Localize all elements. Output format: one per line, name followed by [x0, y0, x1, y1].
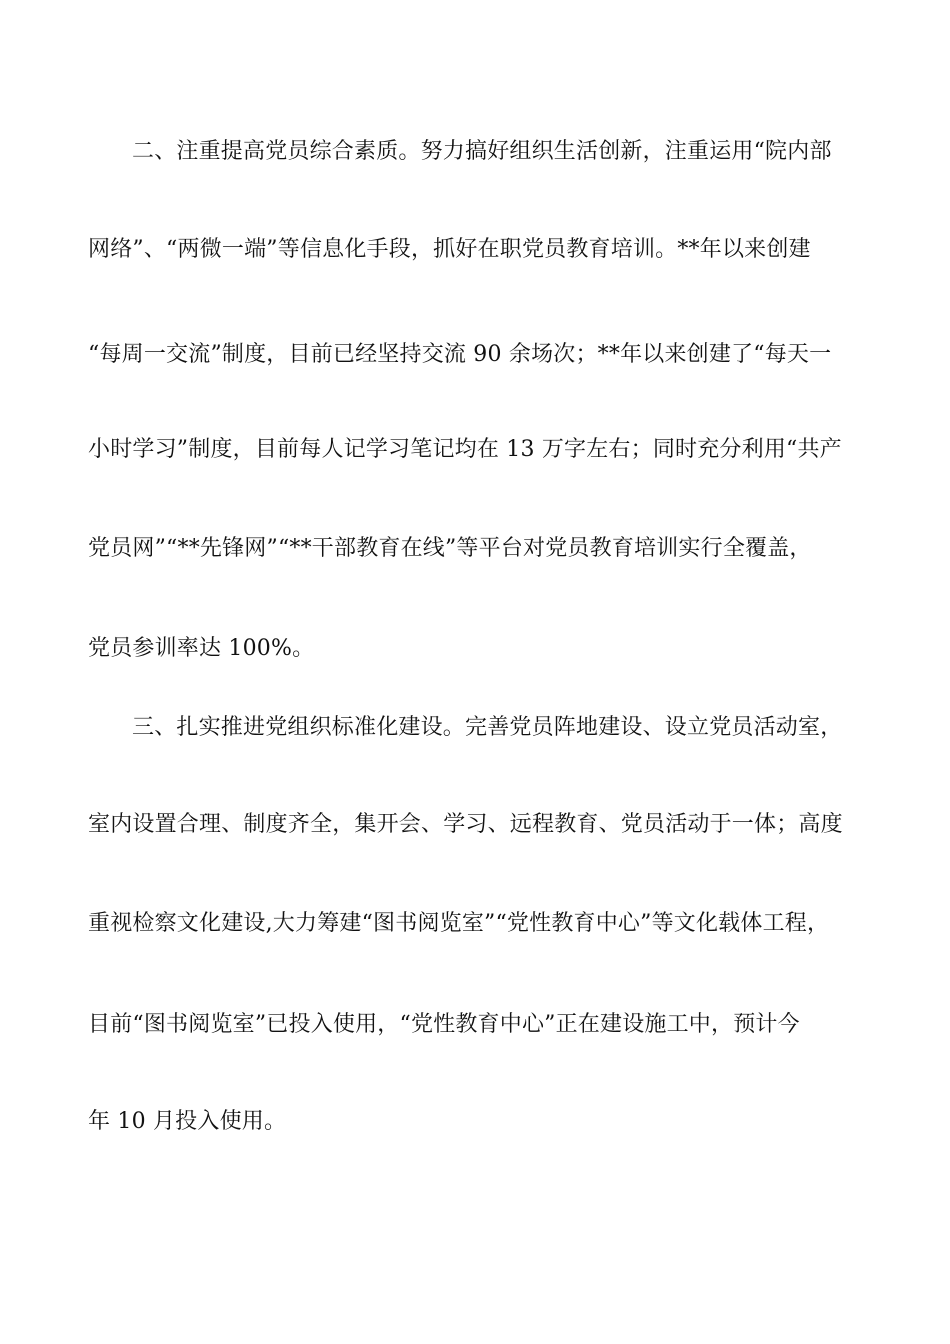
paragraph-2-line-6: 党员参训率达 100%。: [88, 636, 315, 661]
paragraph-3-line-4: 目前“图书阅览室”已投入使用，“党性教育中心”正在建设施工中，预计今: [88, 1012, 800, 1037]
paragraph-3-line-3: 重视检察文化建设,大力筹建“图书阅览室”“党性教育中心”等文化载体工程，: [88, 911, 830, 936]
paragraph-2-line-2: 网络”、“两微一端”等信息化手段，抓好在职党员教育培训。**年以来创建: [88, 237, 811, 262]
paragraph-2-line-1: 二、注重提高党员综合素质。努力搞好组织生活创新，注重运用“院内部: [132, 139, 832, 164]
paragraph-3-line-1: 三、扎实推进党组织标准化建设。完善党员阵地建设、设立党员活动室，: [132, 715, 843, 740]
paragraph-2-line-4: 小时学习”制度，目前每人记学习笔记均在 13 万字左右；同时充分利用“共产: [88, 437, 842, 462]
paragraph-3-line-5: 年 10 月投入使用。: [88, 1109, 287, 1134]
paragraph-2-line-5: 党员网”“**先锋网”“**干部教育在线”等平台对党员教育培训实行全覆盖，: [88, 536, 812, 561]
paragraph-2-line-3: “每周一交流”制度，目前已经坚持交流 90 余场次；**年以来创建了“每天一: [88, 342, 832, 367]
paragraph-3-line-2: 室内设置合理、制度齐全，集开会、学习、远程教育、党员活动于一体；高度: [88, 812, 843, 837]
